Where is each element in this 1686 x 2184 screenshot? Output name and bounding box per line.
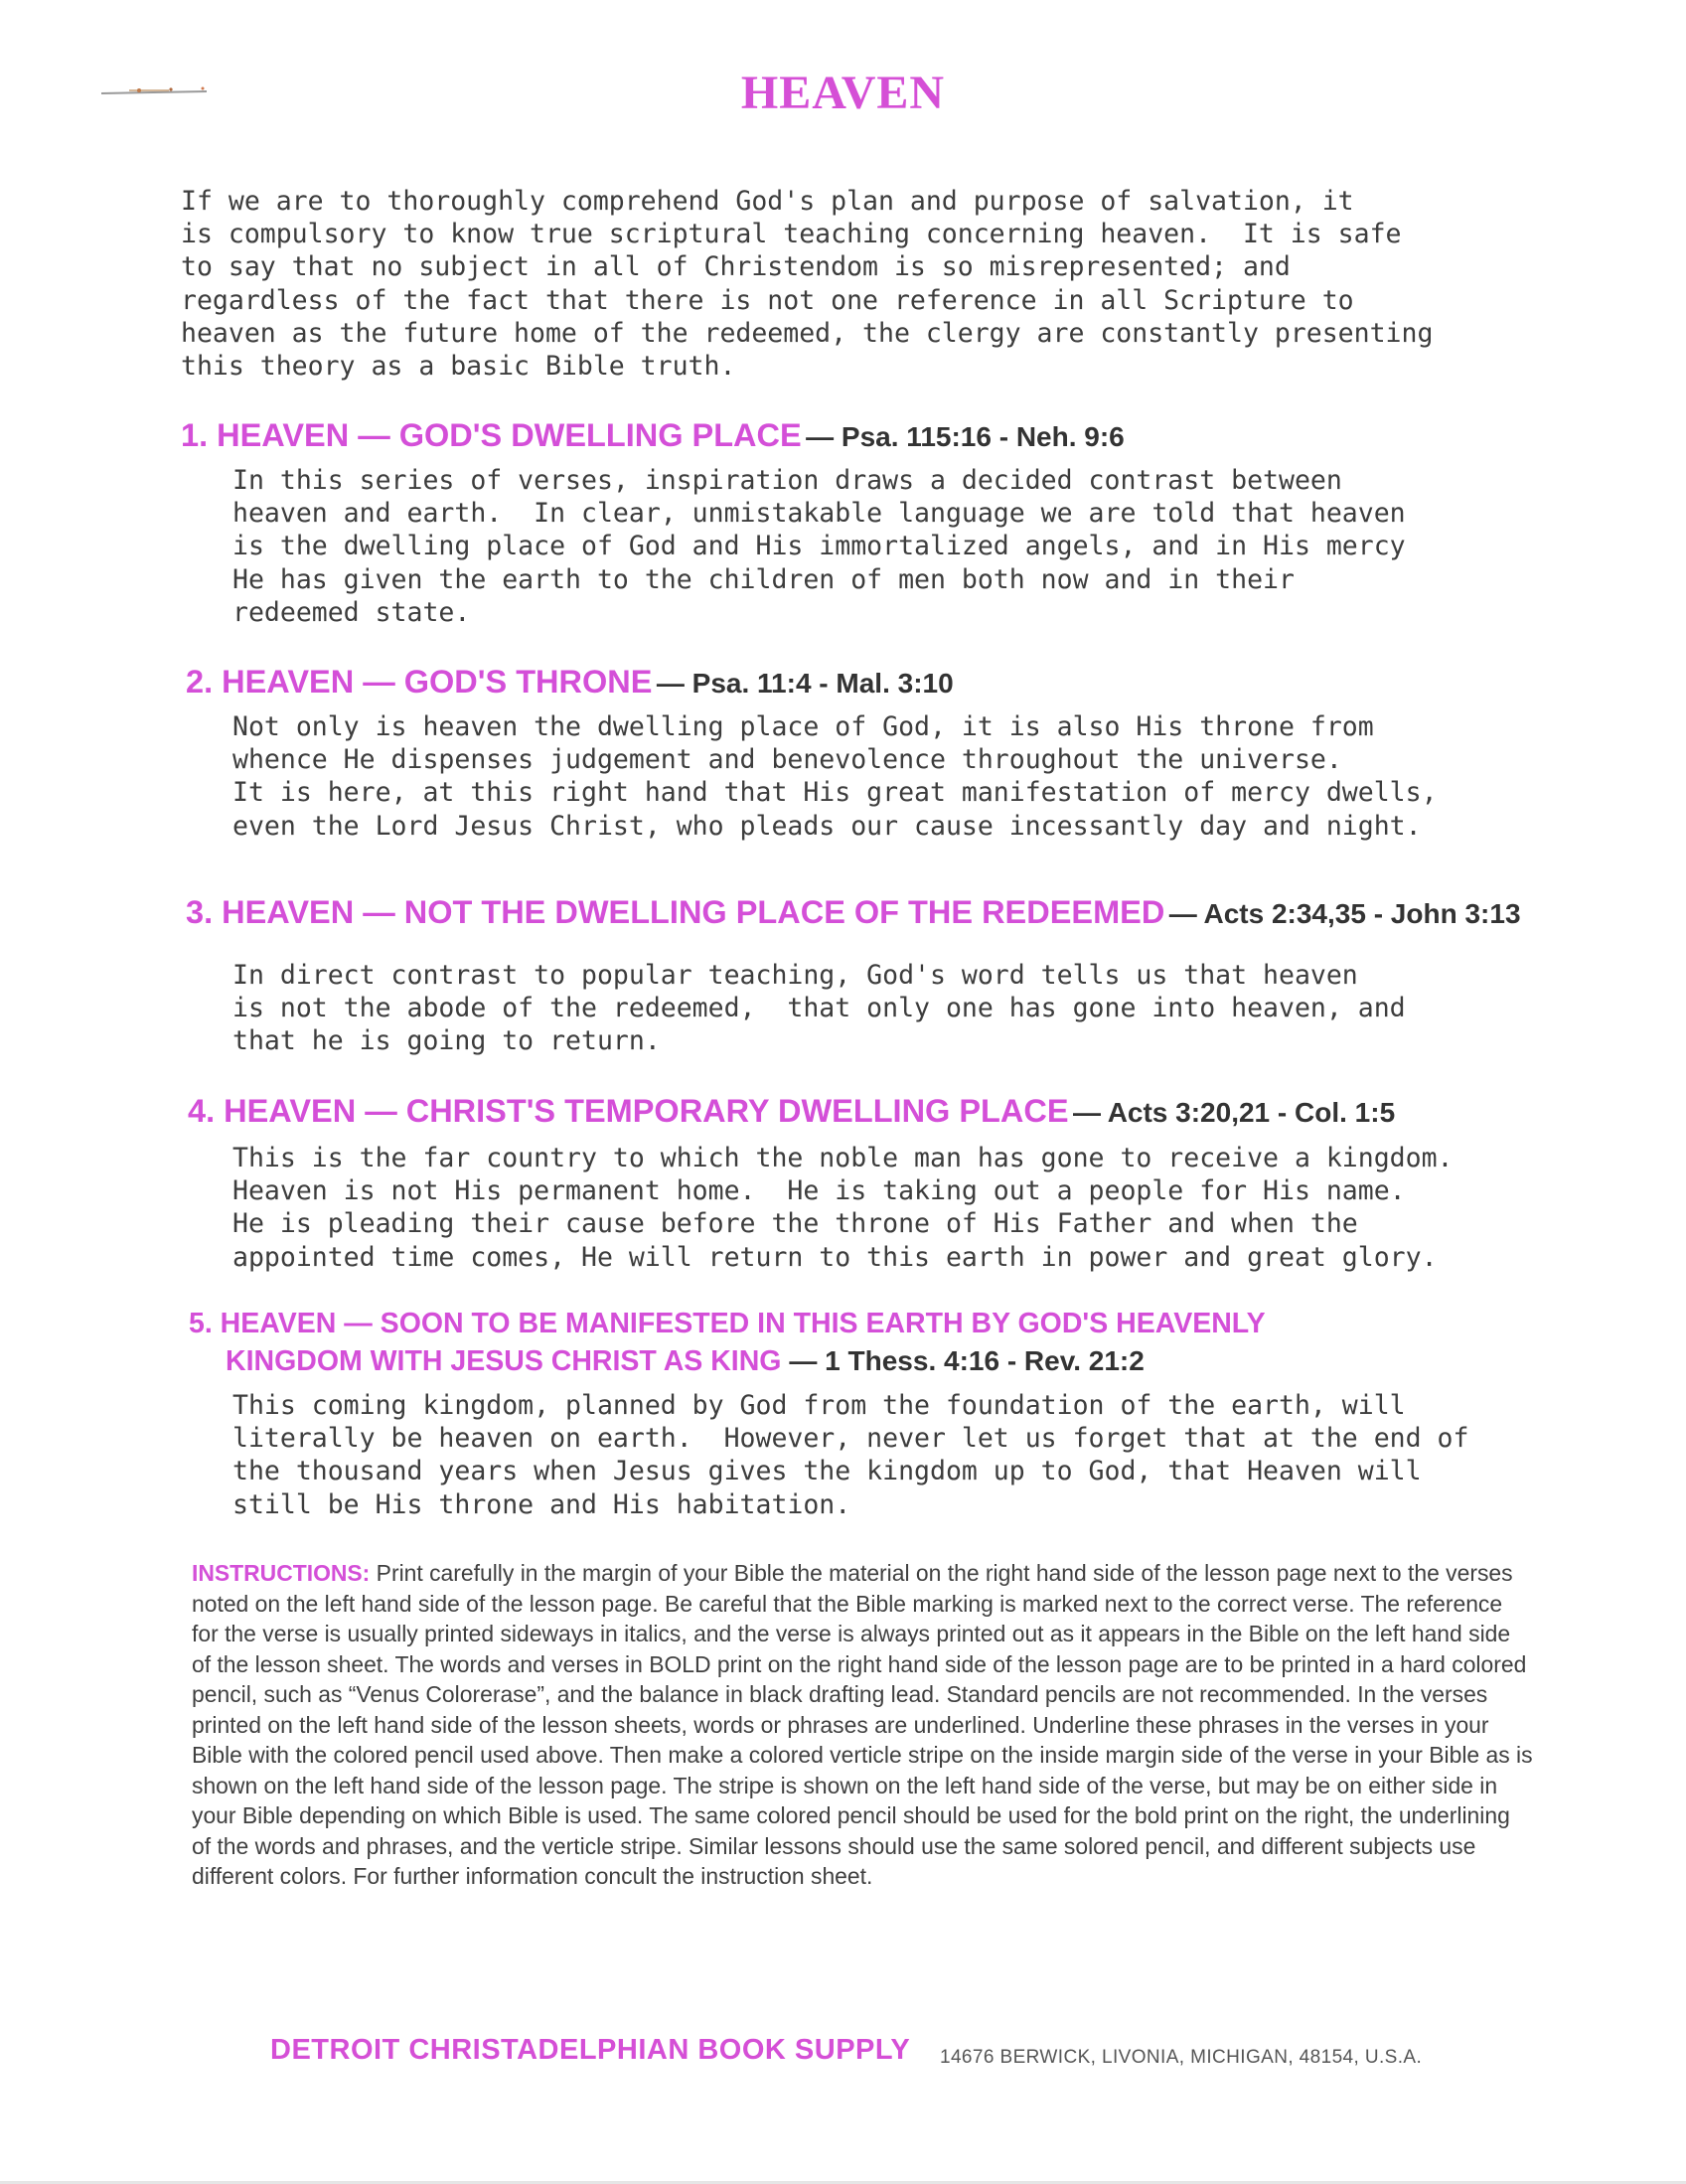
section-5-heading [189,1306,1266,1380]
section-3-reference: — Acts 2:34,35 - John 3:13 [1168,898,1521,929]
section-5-heading-line-2-row [189,1342,1266,1380]
instructions-text: Print carefully in the margin of your Bible the material on the right hand side of the lesson page next to the verses noted on the left hand side of the lesson page. Be careful that the Bible marking is marked next to the correct verse. The reference for the verse is usually printed sideways in italics, and the verse is always printed out as it appears in the Bible on the left hand side of the lesson sheet. The words and verses in BOLD print on the right hand side of the lesson page are to be printed in a hard colored pencil, such as “Venus Colorerase”, and the balance in black drafting lead. Standard pencils are not recommended. In the verses printed on the left hand side of the lesson sheets, words or phrases are underlined. Underline these phrases in the verses in your Bible with the colored pencil used above. Then make a colored verticle stripe on the inside margin side of the verse in your Bible as is shown on the left hand side of the lesson page. The stripe is shown on the left hand side of the verse, but may be on either side in your Bible depending on which Bible is used. The same colored pencil should be used for the bold print on the right, the underlining of the words and phrases, and the verticle stripe. Similar lessons should use the same solored pencil, and different subjects use different colors. For further information concult the instruction sheet. [192,1560,1533,1889]
intro-paragraph: If we are to thoroughly comprehend God's plan and purpose of salvation, it is compulsory to know true scriptural teaching concerning heaven. It is safe to say that no subject in all of Christendom is so misrepresented; and regardless of the fact that there is not one reference in all Scripture to heaven as the future home of the redeemed, the clergy are constantly presenting this theory as a basic Bible truth. [181,186,1434,383]
section-2-body: Not only is heaven the dwelling place of God, it is also His throne from whence He dispenses judgement and benevolence throughout the universe. It is here, at this right hand that His great manifestation of mercy dwells, even the Lord Jesus Christ, who pleads our cause incessantly day and night. [232,711,1438,842]
section-5-reference: — 1 Thess. 4:16 - Rev. 21:2 [789,1345,1145,1376]
page-title: HEAVEN [740,67,946,119]
section-5-body: This coming kingdom, planned by God from the foundation of the earth, will literally be heaven on earth. However, never let us forget that at the end of the thousand years when Jesus gives the kingdom up to God, that Heaven will still be His throne and His habitation. [232,1390,1469,1520]
instructions-label: INSTRUCTIONS: [192,1560,371,1586]
footer-address: 14676 BERWICK, LIVONIA, MICHIGAN, 48154, U.S.A. [940,2047,1423,2068]
section-1-reference: — Psa. 115:16 - Neh. 9:6 [806,421,1125,452]
section-2-reference: — Psa. 11:4 - Mal. 3:10 [656,668,954,699]
section-2-heading-row [186,664,954,701]
section-3-heading-row [186,894,1521,931]
section-2-heading: 2. HEAVEN — GOD'S THRONE [186,664,653,700]
instructions-paragraph [192,1558,1535,1892]
section-1-heading-row [181,417,1125,454]
section-4-heading: 4. HEAVEN — CHRIST'S TEMPORARY DWELLING PLACE [188,1093,1069,1129]
section-1-heading: 1. HEAVEN — GOD'S DWELLING PLACE [181,417,802,453]
section-4-heading-row [188,1093,1395,1130]
section-1-body: In this series of verses, inspiration draws a decided contrast between heaven and earth. In clear, unmistakable language we are told that heaven is the dwelling place of God and His immortalized angels, and in His mercy He has given the earth to the children of men both now and in their redeemed state. [232,465,1406,628]
section-3-heading: 3. HEAVEN — NOT THE DWELLING PLACE OF THE REDEEMED [186,894,1165,930]
footer-publisher: DETROIT CHRISTADELPHIAN BOOK SUPPLY [270,2034,911,2066]
section-3-body: In direct contrast to popular teaching, God's word tells us that heaven is not the abode of the redeemed, that only one has gone into heaven, and that he is going to return. [232,960,1406,1057]
section-5-heading-line-2: KINGDOM WITH JESUS CHRIST AS KING [226,1345,782,1377]
section-4-reference: — Acts 3:20,21 - Col. 1:5 [1072,1097,1396,1128]
section-4-body: This is the far country to which the noble man has gone to receive a kingdom. Heaven is not His permanent home. He is taking out a people for His name. He is pleading their cause before the throne of His Father and when the appointed time comes, He will return to this earth in power and great glory. [232,1143,1454,1273]
section-5-heading-line-1: 5. HEAVEN — SOON TO BE MANIFESTED IN THIS EARTH BY GOD'S HEAVENLY [189,1308,1266,1339]
